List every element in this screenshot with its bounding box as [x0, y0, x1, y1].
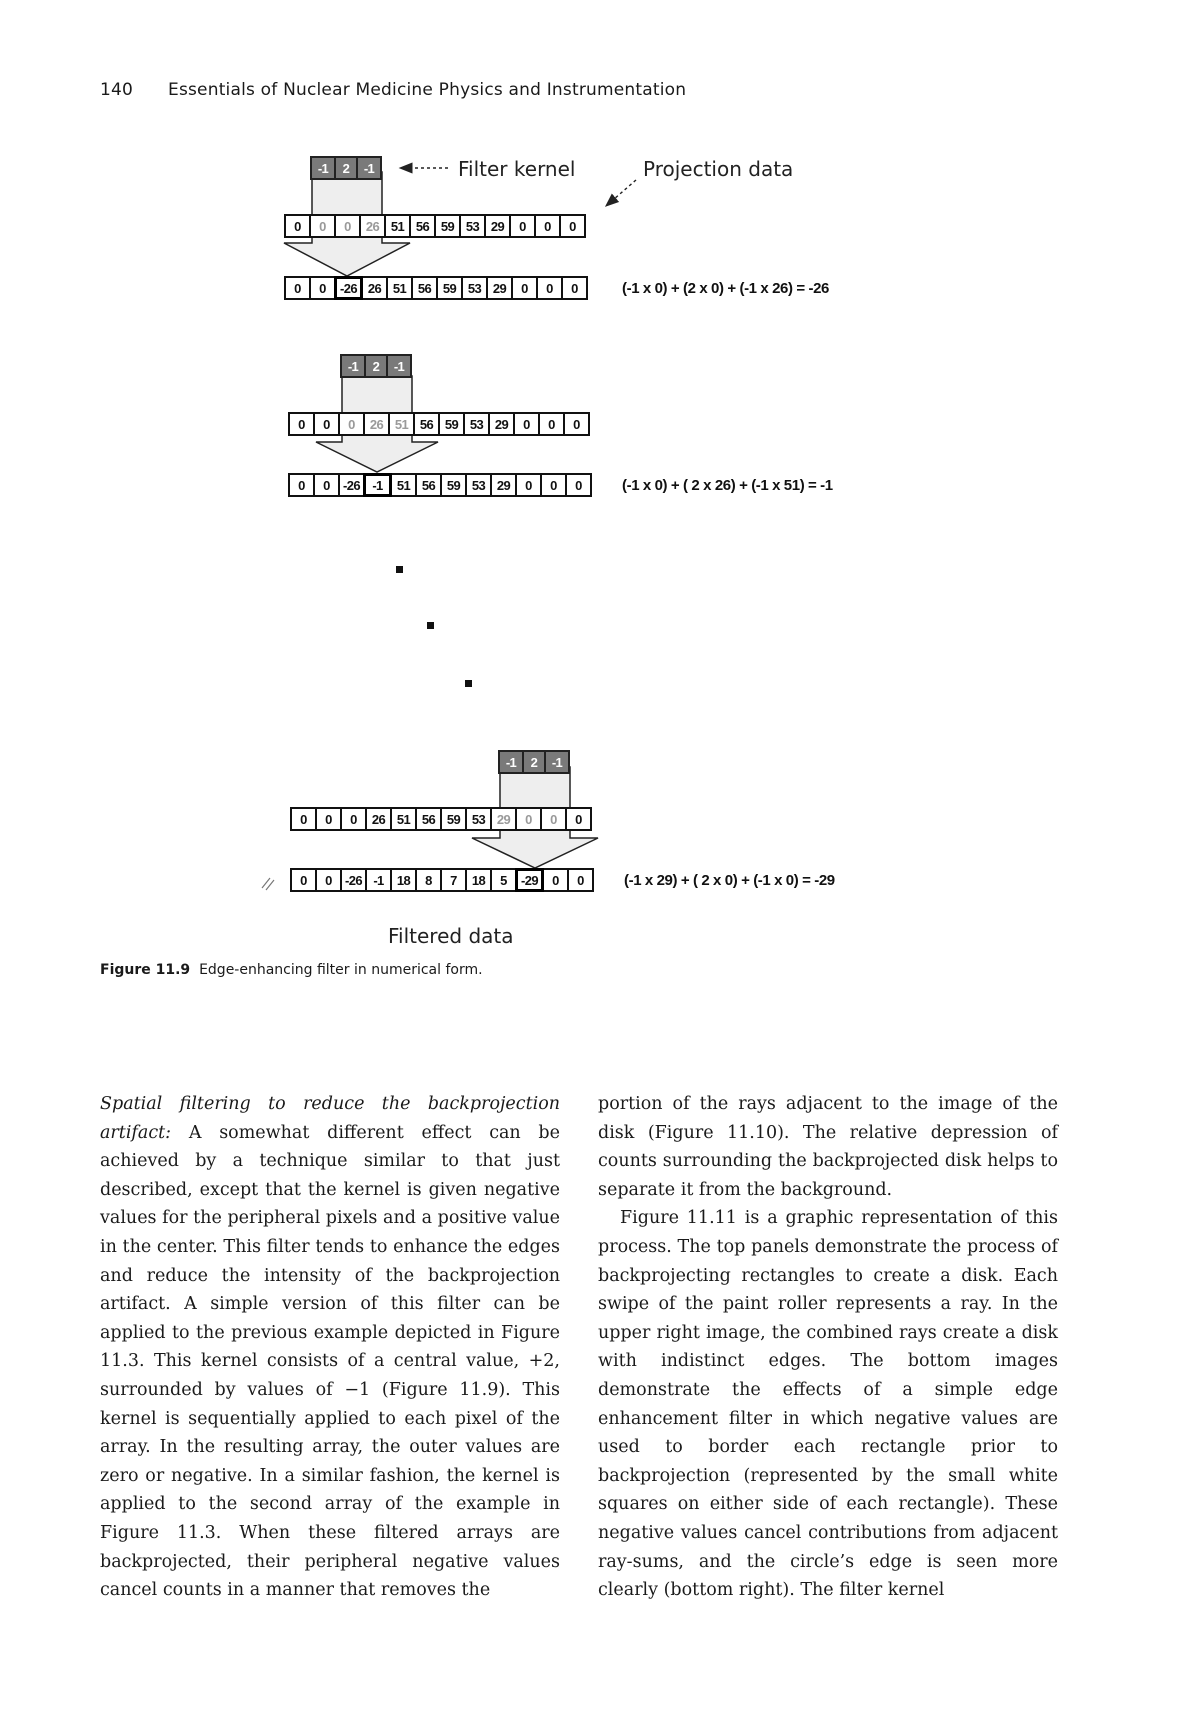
array-cell: 8 — [415, 868, 442, 892]
array-cell: 0 — [313, 473, 340, 497]
projection-array-step-2 — [290, 412, 590, 436]
paragraph: portion of the rays adjacent to the image of the disk (Figure 11.10). The relative depression of counts surrounding the backprojected disk helps to separate it from the background. — [598, 1094, 1058, 1200]
array-cell: 51 — [384, 214, 411, 238]
array-cell: 53 — [463, 412, 490, 436]
projection-array-step-3 — [292, 807, 592, 831]
caption-number: Figure 11.9 — [100, 962, 191, 978]
ellipsis-dot — [465, 680, 472, 687]
array-cell: 0 — [540, 807, 567, 831]
array-cell: 0 — [538, 412, 565, 436]
equation-step-2: (-1 x 0) + ( 2 x 26) + (-1 x 51) = -1 — [622, 477, 833, 494]
array-cell: 0 — [315, 868, 342, 892]
figure-caption — [100, 962, 483, 978]
array-cell: 0 — [288, 473, 315, 497]
paragraph-text: A somewhat different effect can be achieved by a technique similar to that just described, except that the kernel is given negative values for the peripheral pixels and a positive value in the center. This filter tends to enhance the edges and reduce the intensity of the backprojection artifact. A simple version of this filter can be applied to the previous example depicted in Figure 11.3. This kernel consists of a central value, +2, surrounded by values of −1 (Figure 11.9). This kernel is sequentially applied to each pixel of the array. In the resulting array, the outer values are zero or negative. In a similar fashion, the kernel is applied to the second array of the example in Figure 11.3. When these filtered arrays are backprojected, their peripheral negative values cancel counts in a manner that removes the — [100, 1122, 560, 1601]
array-cell: 0 — [315, 807, 342, 831]
filtered-data-label: Filtered data — [388, 924, 514, 948]
array-cell: -26 — [338, 473, 365, 497]
kernel-cell: -1 — [356, 156, 382, 180]
projection-array-step-1 — [286, 214, 586, 238]
array-cell: 0 — [290, 807, 317, 831]
kernel-step-3 — [500, 750, 570, 774]
array-cell: 18 — [390, 868, 417, 892]
array-cell: 0 — [563, 412, 590, 436]
array-cell: 51 — [388, 412, 415, 436]
array-cell: 53 — [461, 276, 488, 300]
array-cell: 26 — [361, 276, 388, 300]
array-cell: 0 — [313, 412, 340, 436]
array-cell: 59 — [434, 214, 461, 238]
array-cell: 18 — [465, 868, 492, 892]
page-number: 140 — [100, 80, 134, 100]
equation-step-3: (-1 x 29) + ( 2 x 0) + (-1 x 0) = -29 — [624, 872, 835, 889]
array-cell: 59 — [438, 412, 465, 436]
array-cell: 5 — [490, 868, 517, 892]
array-cell: 26 — [363, 412, 390, 436]
array-cell: 0 — [540, 473, 567, 497]
book-title: Essentials of Nuclear Medicine Physics and Instrumentation — [168, 80, 687, 100]
array-cell: 26 — [359, 214, 386, 238]
array-cell: -1 — [365, 868, 392, 892]
filtered-data-pointer — [262, 878, 274, 890]
body-column-left — [100, 1090, 560, 1605]
equation-step-1: (-1 x 0) + (2 x 0) + (-1 x 26) = -26 — [622, 280, 829, 297]
array-cell: 53 — [465, 807, 492, 831]
array-cell: 0 — [534, 214, 561, 238]
array-cell: 0 — [284, 276, 311, 300]
filtered-array-step-3 — [292, 868, 594, 892]
array-cell: 56 — [415, 473, 442, 497]
kernel-cell: -1 — [386, 354, 412, 378]
array-cell: 0 — [536, 276, 563, 300]
array-cell: 0 — [513, 412, 540, 436]
array-cell: 0 — [565, 473, 592, 497]
kernel-cell: 2 — [364, 354, 388, 378]
kernel-cell: 2 — [522, 750, 546, 774]
array-cell: 0 — [511, 276, 538, 300]
array-cell: 0 — [567, 868, 594, 892]
array-cell: 26 — [365, 807, 392, 831]
kernel-cell: -1 — [498, 750, 524, 774]
array-cell: 29 — [490, 807, 517, 831]
filtered-array-step-1 — [286, 276, 588, 300]
array-cell: 0 — [309, 214, 336, 238]
array-cell: 29 — [484, 214, 511, 238]
array-cell: 51 — [386, 276, 413, 300]
ellipsis-dot — [396, 566, 403, 573]
filter-kernel-label: Filter kernel — [458, 157, 576, 181]
paragraph — [100, 1090, 560, 1605]
array-cell: 0 — [559, 214, 586, 238]
projection-data-pointer — [606, 180, 636, 206]
array-cell: 51 — [390, 807, 417, 831]
kernel-cell: 2 — [334, 156, 358, 180]
array-cell: 0 — [561, 276, 588, 300]
array-cell: 53 — [465, 473, 492, 497]
array-cell: 56 — [409, 214, 436, 238]
paragraph: Figure 11.11 is a graphic representation of this process. The top panels demonstrate the process of backprojecting rectangles to create a disk. Each swipe of the paint roller represents a ray. In the upper right image, the combined rays create a disk with indistinct edges. The bottom images demonstrate the effects of a simple edge enhancement filter in which negative values are used to border each rectangle prior to backprojection (represented by the small white squares on either side of each rectangle). These negative values cancel contributions from adjacent ray-sums, and the circle’s edge is seen more clearly (bottom right). The filter kernel — [598, 1208, 1058, 1601]
array-cell-highlighted: -1 — [363, 473, 392, 497]
array-cell: 0 — [290, 868, 317, 892]
array-cell: 0 — [284, 214, 311, 238]
body-column-right — [598, 1090, 1058, 1605]
kernel-cell: -1 — [340, 354, 366, 378]
array-cell: 0 — [515, 807, 542, 831]
array-cell: 0 — [509, 214, 536, 238]
caption-text: Edge-enhancing filter in numerical form. — [199, 962, 483, 978]
array-cell: 0 — [309, 276, 336, 300]
array-cell: 51 — [390, 473, 417, 497]
array-cell: 0 — [288, 412, 315, 436]
kernel-cell: -1 — [544, 750, 570, 774]
array-cell: 59 — [440, 807, 467, 831]
array-cell-highlighted: -29 — [515, 868, 544, 892]
array-cell: 0 — [334, 214, 361, 238]
projection-data-label: Projection data — [643, 157, 794, 181]
array-cell: 59 — [440, 473, 467, 497]
array-cell: 0 — [340, 807, 367, 831]
array-cell: 0 — [515, 473, 542, 497]
array-cell: 29 — [488, 412, 515, 436]
array-cell: 53 — [459, 214, 486, 238]
array-cell: 56 — [413, 412, 440, 436]
kernel-cell: -1 — [310, 156, 336, 180]
array-cell: 56 — [415, 807, 442, 831]
array-cell: -26 — [340, 868, 367, 892]
paragraph-run-in-heading: Spatial filtering to reduce the backprojection artifact: — [100, 1094, 560, 1143]
array-cell-highlighted: -26 — [334, 276, 363, 300]
array-cell: 29 — [486, 276, 513, 300]
array-cell: 29 — [490, 473, 517, 497]
kernel-step-1 — [312, 156, 382, 180]
array-cell: 0 — [565, 807, 592, 831]
array-cell: 56 — [411, 276, 438, 300]
array-cell: 0 — [542, 868, 569, 892]
array-cell: 7 — [440, 868, 467, 892]
kernel-step-2 — [342, 354, 412, 378]
array-cell: 0 — [338, 412, 365, 436]
ellipsis-dot — [427, 622, 434, 629]
filtered-array-step-2 — [290, 473, 592, 497]
array-cell: 59 — [436, 276, 463, 300]
